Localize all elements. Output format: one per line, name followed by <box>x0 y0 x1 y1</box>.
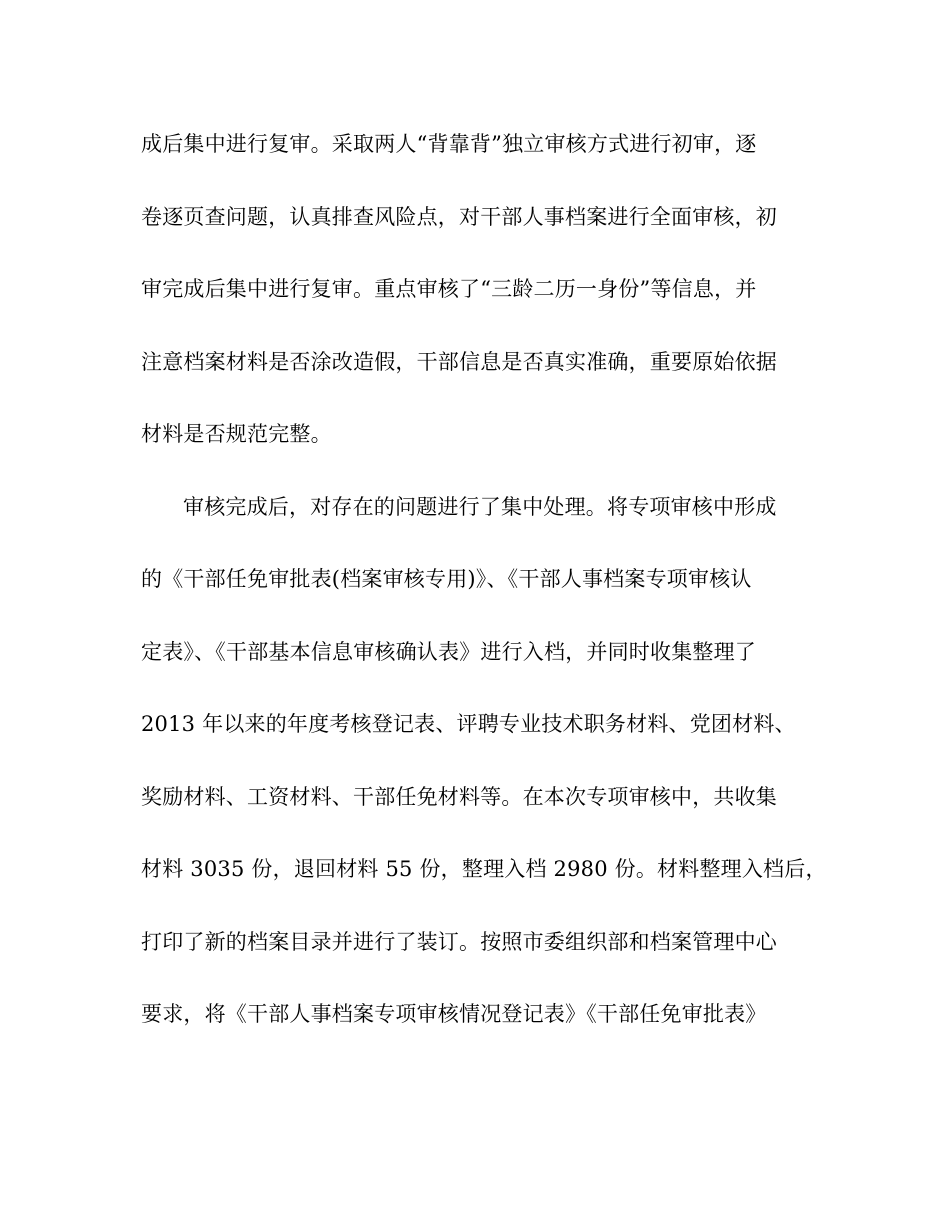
text-line: 审完成后集中进行复审。重点审核了“三龄二历一身份”等信息，并 <box>141 277 757 301</box>
text-line: 要求，将《干部人事档案专项审核情况登记表》《干部任免审批表》 <box>141 1002 767 1026</box>
text-line: 奖励材料、工资材料、干部任免材料等。在本次专项审核中，共收集 <box>141 784 777 809</box>
text-line: 材料 3035 份，退回材料 55 份，整理入档 2980 份。材料整理入档后， <box>141 857 827 881</box>
text-line: 材料是否规范完整。 <box>141 422 332 446</box>
text-line: 定表》、《干部基本信息审核确认表》进行入档，并同时收集整理了 <box>141 639 756 664</box>
text-line: 打印了新的档案目录并进行了装订。按照市委组织部和档案管理中心 <box>141 929 777 954</box>
text-line: 成后集中进行复审。采取两人“背靠背”独立审核方式进行初审，逐 <box>141 132 757 156</box>
text-line: 2013 年以来的年度考核登记表、评聘专业技术职务材料、党团材料、 <box>141 712 796 736</box>
text-line: 卷逐页查问题，认真排查风险点，对干部人事档案进行全面审核，初 <box>141 204 777 229</box>
text-line: 的《干部任免审批表(档案审核专用)》、《干部人事档案专项审核认 <box>141 567 752 591</box>
body-text <box>141 120 827 1063</box>
text-line: 注意档案材料是否涂改造假，干部信息是否真实准确，重要原始依据 <box>141 349 777 374</box>
paragraph-start-line: 审核完成后，对存在的问题进行了集中处理。将专项审核中形成 <box>183 494 777 519</box>
